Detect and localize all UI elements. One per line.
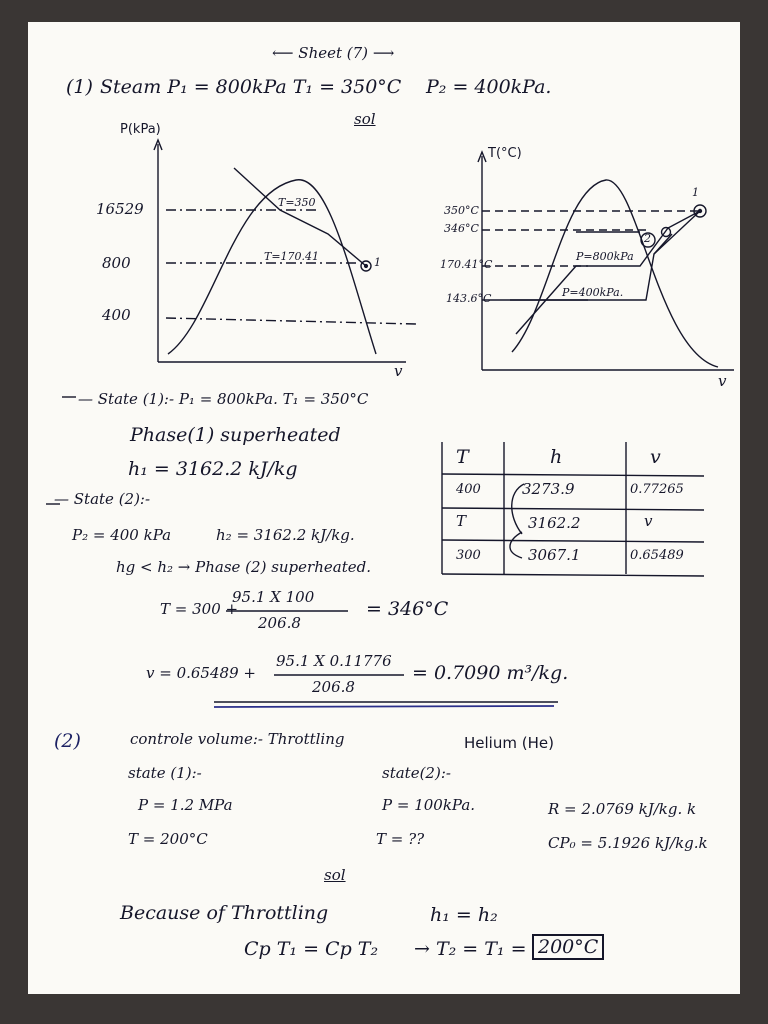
problem1-number: (1): [66, 76, 93, 98]
pv-tick-800: 800: [102, 254, 131, 272]
table-cell: 3273.9: [522, 480, 575, 498]
problem2-gas: Helium (He): [464, 734, 554, 752]
pv-saturation-dome: [168, 180, 376, 354]
calc-v-numerator: 95.1 X 0.11776: [276, 652, 392, 670]
table-header-t: T: [456, 446, 469, 468]
pv-x-axis-label: v: [394, 362, 403, 380]
problem1-statement: Steam P₁ = 800kPa T₁ = 350°C: [100, 76, 402, 98]
problem2-enthalpy-equality: h₁ = h₂: [430, 904, 498, 926]
tv-state2-marker: [662, 228, 671, 237]
tv-tick-170: 170.41°C: [440, 258, 493, 271]
pv-y-axis-label: P(kPa): [120, 122, 161, 137]
problem2-sol-heading: sol: [324, 866, 346, 884]
problem2-cp: CP₀ = 5.1926 kJ/kg.k: [548, 834, 708, 852]
problem2-t2: T = ??: [376, 830, 425, 848]
right-arrow-icon: ⟶: [372, 44, 395, 62]
problem2-p1: P = 1.2 MPa: [138, 796, 233, 814]
problem2-title: controle volume:- Throttling: [130, 730, 345, 748]
tv-label-p800: P=800kPa: [576, 250, 634, 263]
pv-tick-16529: 16529: [96, 200, 144, 218]
separator-line-blue: [214, 706, 554, 707]
pv-line-400: [166, 318, 416, 324]
state2-heading: — State (2):-: [54, 490, 151, 508]
tv-y-axis-label: T(°C): [488, 146, 522, 161]
tv-tick-346: 346°C: [444, 222, 479, 235]
tv-tick-350: 350°C: [444, 204, 479, 217]
sheet-title-text: Sheet (7): [298, 44, 369, 62]
problem1-sol-heading: sol: [354, 110, 376, 128]
state1-enthalpy: h₁ = 3162.2 kJ/kg: [128, 458, 298, 480]
calc-v-result: = 0.7090 m³/kg.: [412, 662, 569, 684]
calc-t-lhs: T = 300 +: [160, 600, 239, 618]
calc-v-lhs: v = 0.65489 +: [146, 664, 256, 682]
calc-t-result: = 346°C: [366, 598, 449, 620]
tv-label-p400: P=400kPa.: [562, 286, 624, 299]
problem2-result-lhs: → T₂ = T₁ =: [414, 938, 527, 960]
tv-x-axis-label: v: [718, 372, 727, 390]
state2-pressure: P₂ = 400 kPa: [72, 526, 172, 544]
problem2-state1-label: state (1):-: [128, 764, 202, 782]
calc-v-denominator: 206.8: [312, 678, 355, 696]
left-arrow-icon: ⟵: [272, 44, 294, 62]
table-header-h: h: [550, 446, 563, 468]
problem2-gas-constant: R = 2.0769 kJ/kg. k: [548, 800, 697, 818]
table-cell: 400: [456, 482, 481, 497]
problem2-state2-label: state(2):-: [382, 764, 451, 782]
table-cell: v: [644, 512, 653, 530]
problem2-p2: P = 100kPa.: [382, 796, 476, 814]
table-cell: 3162.2: [528, 514, 581, 532]
table-arrow-2: [510, 532, 522, 558]
calc-t-denominator: 206.8: [258, 614, 301, 632]
state1-line1: — State (1):- P₁ = 800kPa. T₁ = 350°C: [78, 390, 369, 408]
problem2-number: (2): [54, 730, 81, 752]
tv-state1-label: 1: [692, 186, 699, 199]
calc-t-numerator: 95.1 X 100: [232, 588, 315, 606]
table-cell: T: [456, 512, 467, 530]
notebook-page: [28, 22, 740, 994]
tv-state2-label: 2: [644, 232, 651, 245]
table-cell: 0.65489: [630, 548, 684, 563]
state1-phase: Phase(1) superheated: [130, 424, 341, 446]
table-cell: 3067.1: [528, 546, 581, 564]
problem2-because: Because of Throttling: [120, 902, 329, 924]
pv-tick-400: 400: [102, 306, 131, 324]
pv-state-point-label: 1: [374, 256, 381, 269]
table-cell: 300: [456, 548, 481, 563]
problem2-final-answer-box: 200°C: [532, 934, 604, 960]
tv-isobar-800: [516, 211, 700, 334]
problem2-t1: T = 200°C: [128, 830, 208, 848]
pv-label-t170: T=170.41: [264, 250, 320, 263]
tv-saturation-dome: [512, 180, 718, 367]
problem1-p2: P₂ = 400kPa.: [426, 76, 552, 98]
tv-tick-143: 143.6°C: [446, 292, 492, 305]
pv-label-t350: T=350: [278, 196, 316, 209]
state2-enthalpy: h₂ = 3162.2 kJ/kg.: [216, 526, 355, 544]
problem2-cp-equation: Cp T₁ = Cp T₂: [244, 938, 379, 960]
table-cell: 0.77265: [630, 482, 684, 497]
state2-phase: hg < h₂ → Phase (2) superheated.: [116, 558, 371, 576]
table-header-v: v: [650, 446, 661, 468]
